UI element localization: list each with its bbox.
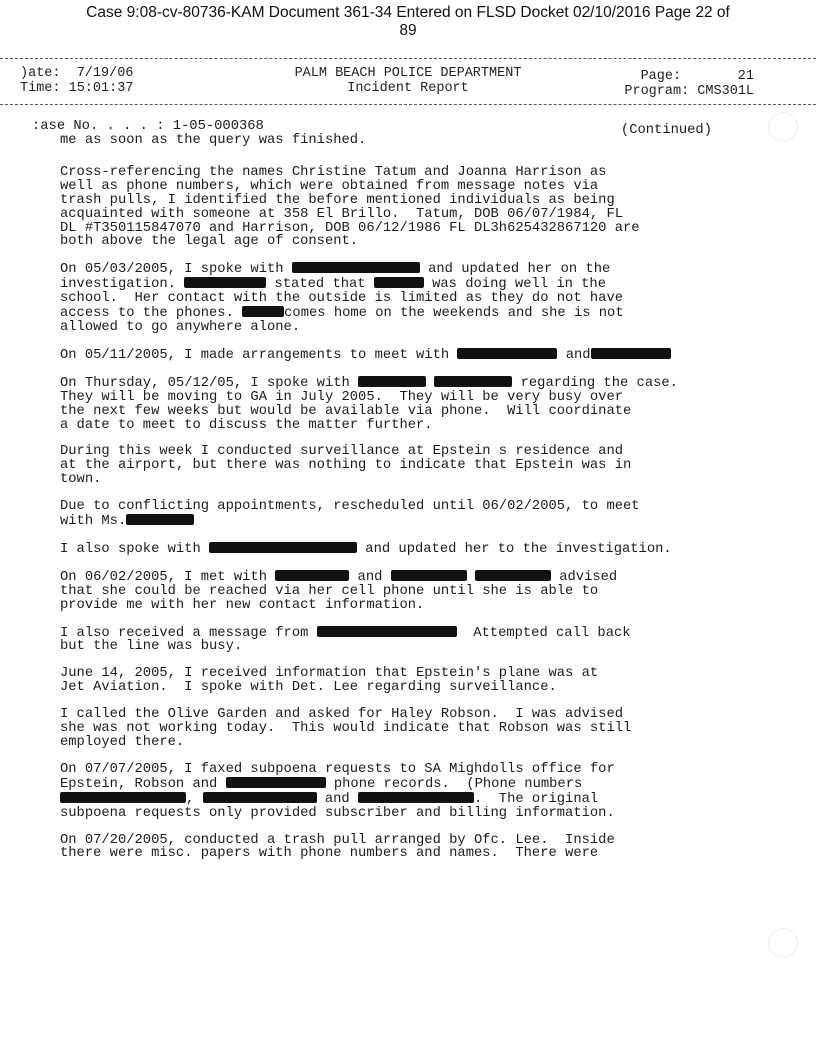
redaction-bar: [292, 262, 420, 273]
redaction-bar: [317, 626, 457, 637]
redaction-bar: [203, 792, 317, 803]
report-type: Incident Report: [347, 81, 469, 96]
paragraph: I also received a message from Attempted call back but the line was busy.: [60, 625, 631, 655]
paragraph: Cross-referencing the names Christine Tatum and Joanna Harrison as well as phone numbers, which were obtained from message notes via trash pulls, I identified the before mentioned individuals as being acquainted with someone at 358 El Brillo. Tatum, DOB 06/07/1984, FL DL #T350115847070 and Harrison, DOB 06/12/1986 FL DL3h625432867120 are both above the legal age of consent.: [60, 164, 640, 250]
paragraph: During this week I conducted surveillance at Epstein s residence and at the airport, but there was nothing to indicate that Epstein was in town.: [60, 444, 632, 488]
paragraph: I also spoke with and updated her to the investigation.: [60, 541, 672, 557]
paragraph: me as soon as the query was finished.: [60, 133, 367, 148]
report-program: Program: CMS301L: [624, 84, 754, 99]
report-date: )ate: 7/19/06: [20, 66, 134, 81]
redaction-bar: [434, 376, 512, 387]
redaction-bar: [358, 376, 426, 387]
paragraph: Due to conflicting appointments, rescheduled until 06/02/2005, to meet with Ms.: [60, 499, 640, 530]
redaction-bar: [457, 348, 557, 359]
case-header-line2: 89: [399, 22, 417, 39]
punch-hole-mark: [768, 928, 798, 958]
redaction-bar: [242, 306, 284, 317]
redaction-bar: [391, 570, 467, 581]
paragraph: I called the Olive Garden and asked for Haley Robson. I was advised she was not working today. This would indicate that Robson was still employed there.: [60, 707, 632, 750]
redaction-bar: [358, 792, 474, 803]
report-body: [32, 119, 760, 874]
report-page: Page: 21: [640, 69, 754, 84]
redaction-bar: [591, 348, 671, 359]
redaction-bar: [209, 542, 357, 553]
case-header-line1: Case 9:08-cv-80736-KAM Document 361-34 Entered on FLSD Docket 02/10/2016 Page 22 of: [86, 4, 730, 21]
court-case-header: [0, 4, 816, 40]
redaction-bar: [184, 277, 266, 288]
header-dashed-rule-bottom: [0, 104, 816, 105]
redaction-bar: [226, 777, 326, 788]
redaction-bar: [374, 277, 424, 288]
case-number: :ase No. . . . : 1-05-000368: [32, 119, 264, 134]
paragraph: June 14, 2005, I received information that Epstein's plane was at Jet Aviation. I spoke with Det. Lee regarding surveillance.: [60, 666, 599, 696]
continued-label: (Continued): [620, 123, 712, 138]
redaction-bar: [60, 792, 186, 803]
paragraph: On 07/20/2005, conducted a trash pull arranged by Ofc. Lee. Inside there were misc. papers with phone numbers and names. There were: [60, 832, 615, 862]
header-dashed-rule-top: [0, 58, 816, 59]
redaction-bar: [126, 514, 194, 525]
punch-hole-mark: [768, 112, 798, 142]
redaction-bar: [475, 570, 551, 581]
paragraph: On 06/02/2005, I met with and advised that she could be reached via her cell phone until she is able to provide me with her new contact information.: [60, 569, 618, 613]
department-name: PALM BEACH POLICE DEPARTMENT: [294, 66, 522, 81]
paragraph: On Thursday, 05/12/05, I spoke with regarding the case. They will be moving to GA in July 2005. They will be very busy over the next few weeks but would be available via phone. Will coordinate a date to meet to discuss the matter further.: [60, 375, 678, 433]
paragraph: On 05/11/2005, I made arrangements to meet with and: [60, 348, 760, 363]
report-time: Time: 15:01:37: [20, 81, 134, 96]
paragraph: On 07/07/2005, I faxed subpoena requests to SA Mighdolls office for Epstein, Robson and phone records. (Phone numbers , and . The original subpoena requests only provided subscriber and billing information.: [60, 761, 615, 821]
paragraph: On 05/03/2005, I spoke with and updated her on the investigation. stated that was doing well in the school. Her contact with the outside is limited as they do not have access to the phones. comes home on the weekends and she is not allowed to go anywhere alone.: [60, 262, 624, 335]
redaction-bar: [275, 570, 349, 581]
